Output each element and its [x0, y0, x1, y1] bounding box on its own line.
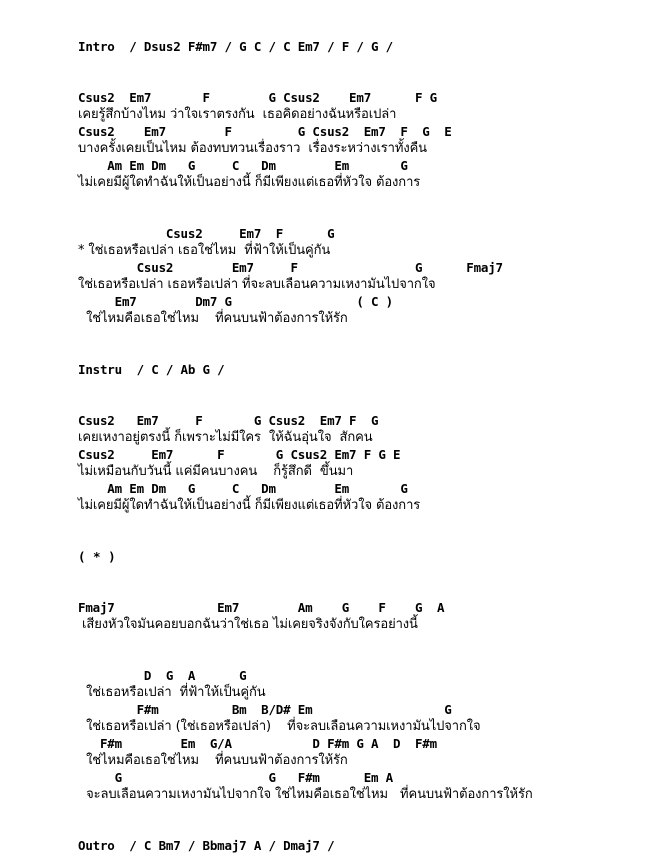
spacer	[78, 803, 648, 837]
intro-progression-line: Intro / Dsus2 F#m7 / G C / C Em7 / F / G /	[78, 39, 394, 54]
lyric-line: ใช่เธอหรือเปล่า เธอหรือเปล่า ที่จะลบเลือนความเหงามันไปจากใจ	[78, 277, 436, 292]
chord-line: Csus2 Em7 F G Csus2 Em7 F G	[78, 413, 379, 428]
lyric-line: ไม่เคยมีผู้ใดทำฉันให้เป็นอย่างนี้ ก็มีเพียงแต่เธอที่หัวใจ ต้องการ	[78, 498, 421, 513]
chord-line: Fmaj7 Em7 Am G F G A	[78, 600, 445, 615]
repeat-marker-text: ( * )	[78, 549, 116, 564]
lyric-line: เคยรู้สึกบ้างไหม ว่าใจเราตรงกัน เธอคิดอย่างฉันหรือเปล่า	[78, 107, 397, 122]
spacer	[78, 378, 648, 412]
chord-sheet	[78, 38, 648, 854]
spacer	[78, 327, 648, 361]
chord-line: Em7 Dm7 G ( C )	[78, 294, 394, 309]
chord-line: D G A G	[78, 668, 247, 683]
instru-progression-line: Instru / C / Ab G /	[78, 362, 225, 377]
lyric-line: ไม่เหมือนกับวันนี้ แค่มีคนบางคน ก็รู้สึกดี ขึ้นมา	[78, 464, 354, 479]
lyric-line: ใช่เธอหรือเปล่า (ใช่เธอหรือเปล่า) ที่จะลบเลือนความเหงามันไปจากใจ	[78, 719, 481, 734]
section-chorus-2	[78, 667, 648, 803]
lyric-line: เสียงหัวใจมันคอยบอกฉันว่าใช่เธอ ไม่เคยจริงจังกับใครอย่างนี้	[78, 617, 418, 632]
section-outro	[78, 837, 648, 854]
lyric-line: ใช่เธอหรือเปล่า ที่ฟ้าให้เป็นคู่กัน	[78, 685, 266, 700]
chord-line: Am Em Dm G C Dm Em G	[78, 158, 408, 173]
chord-line: F#m Bm B/D# Em G	[78, 702, 452, 717]
spacer	[78, 633, 648, 667]
lyric-line: * ใช่เธอหรือเปล่า เธอใช่ไหม ที่ฟ้าให้เป็นคู่กัน	[78, 243, 331, 258]
lyric-line: ไม่เคยมีผู้ใดทำฉันให้เป็นอย่างนี้ ก็มีเพียงแต่เธอที่หัวใจ ต้องการ	[78, 175, 421, 190]
chord-line: Csus2 Em7 F G Fmaj7	[78, 260, 503, 275]
spacer	[78, 55, 648, 89]
section-chorus-1	[78, 225, 648, 327]
lyric-line: จะลบเลือนความเหงามันไปจากใจ ใช่ไหมคือเธอใช่ไหม ที่คนบนฟ้าต้องการให้รัก	[78, 787, 533, 802]
spacer	[78, 191, 648, 225]
section-verse-2	[78, 412, 648, 514]
chord-line: G G F#m Em A	[78, 770, 394, 785]
spacer	[78, 514, 648, 548]
lyric-line: ใช่ไหมคือเธอใช่ไหม ที่คนบนฟ้าต้องการให้รัก	[78, 311, 348, 326]
lyric-line: ใช่ไหมคือเธอใช่ไหม ที่คนบนฟ้าต้องการให้รัก	[78, 753, 348, 768]
chord-line: Csus2 Em7 F G Csus2 Em7 F G E	[78, 447, 401, 462]
section-bridge	[78, 599, 648, 633]
section-verse-1	[78, 89, 648, 191]
lyric-line: เคยเหงาอยู่ตรงนี้ ก็เพราะไม่มีใคร ให้ฉันอุ่นใจ สักคน	[78, 430, 373, 445]
outro-progression-line: Outro / C Bm7 / Bbmaj7 A / Dmaj7 /	[78, 838, 335, 853]
chord-line: F#m Em G/A D F#m G A D F#m	[78, 736, 437, 751]
section-intro	[78, 38, 648, 55]
chord-line: Csus2 Em7 F G Csus2 Em7 F G	[78, 90, 437, 105]
chord-line: Am Em Dm G C Dm Em G	[78, 481, 408, 496]
chord-line: Csus2 Em7 F G	[78, 226, 335, 241]
chord-line: Csus2 Em7 F G Csus2 Em7 F G E	[78, 124, 452, 139]
chorus-repeat-marker	[78, 548, 648, 565]
section-instru	[78, 361, 648, 378]
lyric-line: บางครั้งเคยเป็นไหม ต้องทบทวนเรื่องราว เรื่องระหว่างเราทั้งคืน	[78, 141, 427, 156]
spacer	[78, 565, 648, 599]
